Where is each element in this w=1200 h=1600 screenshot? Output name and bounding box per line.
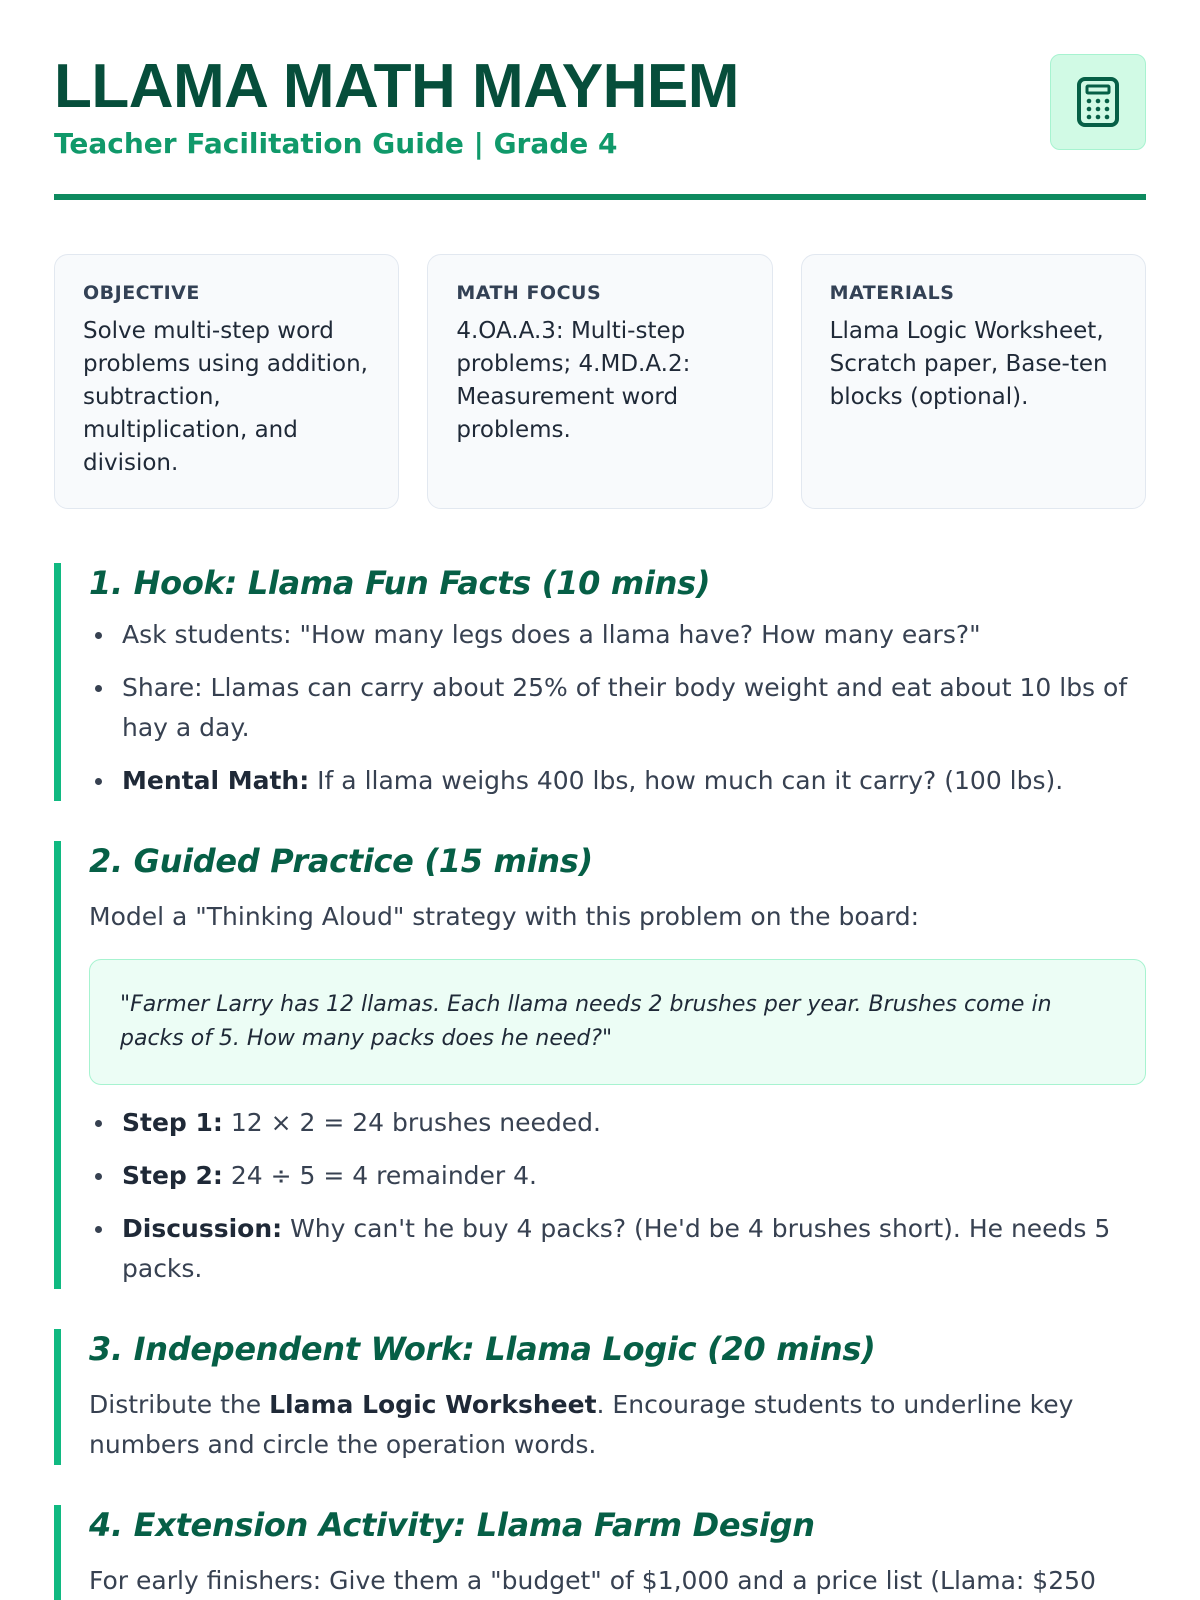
hook-list bbox=[89, 615, 1146, 801]
item-text: Ask students: "How many legs does a llama have? How many ears?" bbox=[122, 620, 981, 649]
math-focus-card bbox=[427, 254, 772, 509]
steps-list bbox=[89, 1103, 1146, 1289]
card-label: OBJECTIVE bbox=[83, 282, 200, 304]
info-cards bbox=[54, 254, 1146, 509]
independent-work-section bbox=[54, 1329, 1146, 1465]
section-text bbox=[89, 1385, 1146, 1465]
section-title: 2. Guided Practice (15 mins) bbox=[89, 842, 593, 880]
card-body: 4.OA.A.3: Multi-step problems; 4.MD.A.2: Measurement word problems. bbox=[456, 318, 691, 443]
section-text: For early finishers: Give them a "budget" of $1,000 and a price list (Llama: $250 bbox=[89, 1566, 1096, 1595]
item-text: Share: Llamas can carry about 25% of their body weight and eat about 10 lbs of hay a day. bbox=[122, 673, 1128, 742]
item-text: 12 × 2 = 24 brushes needed. bbox=[222, 1108, 601, 1137]
card-label: MATH FOCUS bbox=[456, 282, 602, 304]
worksheet-name: Llama Logic Worksheet bbox=[269, 1390, 597, 1419]
item-lead: Mental Math: bbox=[122, 766, 310, 795]
item-lead: Discussion: bbox=[122, 1214, 283, 1243]
hook-section bbox=[54, 563, 1146, 801]
list-item bbox=[89, 1156, 1146, 1196]
extension-section bbox=[54, 1505, 1146, 1600]
calculator-icon bbox=[1076, 77, 1120, 127]
word-problem: "Farmer Larry has 12 llamas. Each llama needs 2 brushes per year. Brushes come in packs of 5. How many packs does he need?" bbox=[120, 992, 1052, 1051]
card-body: Llama Logic Worksheet, Scratch paper, Base-ten blocks (optional). bbox=[829, 318, 1108, 410]
card-body: Solve multi-step word problems using addition, subtraction, multiplication, and division. bbox=[83, 318, 368, 476]
item-text: 24 ÷ 5 = 4 remainder 4. bbox=[222, 1161, 538, 1190]
materials-card bbox=[801, 254, 1146, 509]
guided-practice-section bbox=[54, 841, 1146, 1289]
word-problem-box bbox=[89, 959, 1146, 1085]
page-subtitle: Teacher Facilitation Guide | Grade 4 bbox=[54, 127, 618, 160]
item-lead: Step 1: bbox=[122, 1108, 223, 1137]
section-intro: Model a "Thinking Aloud" strategy with this problem on the board: bbox=[89, 902, 920, 931]
card-label: MATERIALS bbox=[829, 282, 955, 304]
list-item bbox=[89, 1209, 1146, 1289]
item-text: If a llama weighs 400 lbs, how much can it carry? (100 lbs). bbox=[309, 766, 1064, 795]
page-title: LLAMA MATH MAYHEM bbox=[54, 52, 739, 121]
list-item bbox=[89, 668, 1146, 748]
list-item bbox=[89, 1103, 1146, 1143]
text-after: . Encourage students to underline key numbers and circle the operation words. bbox=[89, 1390, 1074, 1459]
text-before: Distribute the bbox=[89, 1390, 270, 1419]
page-header bbox=[54, 0, 1146, 200]
section-title: 3. Independent Work: Llama Logic (20 mins) bbox=[89, 1330, 876, 1368]
calculator-badge bbox=[1050, 54, 1146, 150]
section-title: 4. Extension Activity: Llama Farm Design bbox=[89, 1506, 815, 1544]
objective-card bbox=[54, 254, 399, 509]
item-lead: Step 2: bbox=[122, 1161, 223, 1190]
list-item bbox=[89, 761, 1146, 801]
list-item bbox=[89, 615, 1146, 655]
section-title: 1. Hook: Llama Fun Facts (10 mins) bbox=[89, 564, 711, 602]
item-text: Why can't he buy 4 packs? (He'd be 4 brushes short). He needs 5 packs. bbox=[122, 1214, 1111, 1283]
